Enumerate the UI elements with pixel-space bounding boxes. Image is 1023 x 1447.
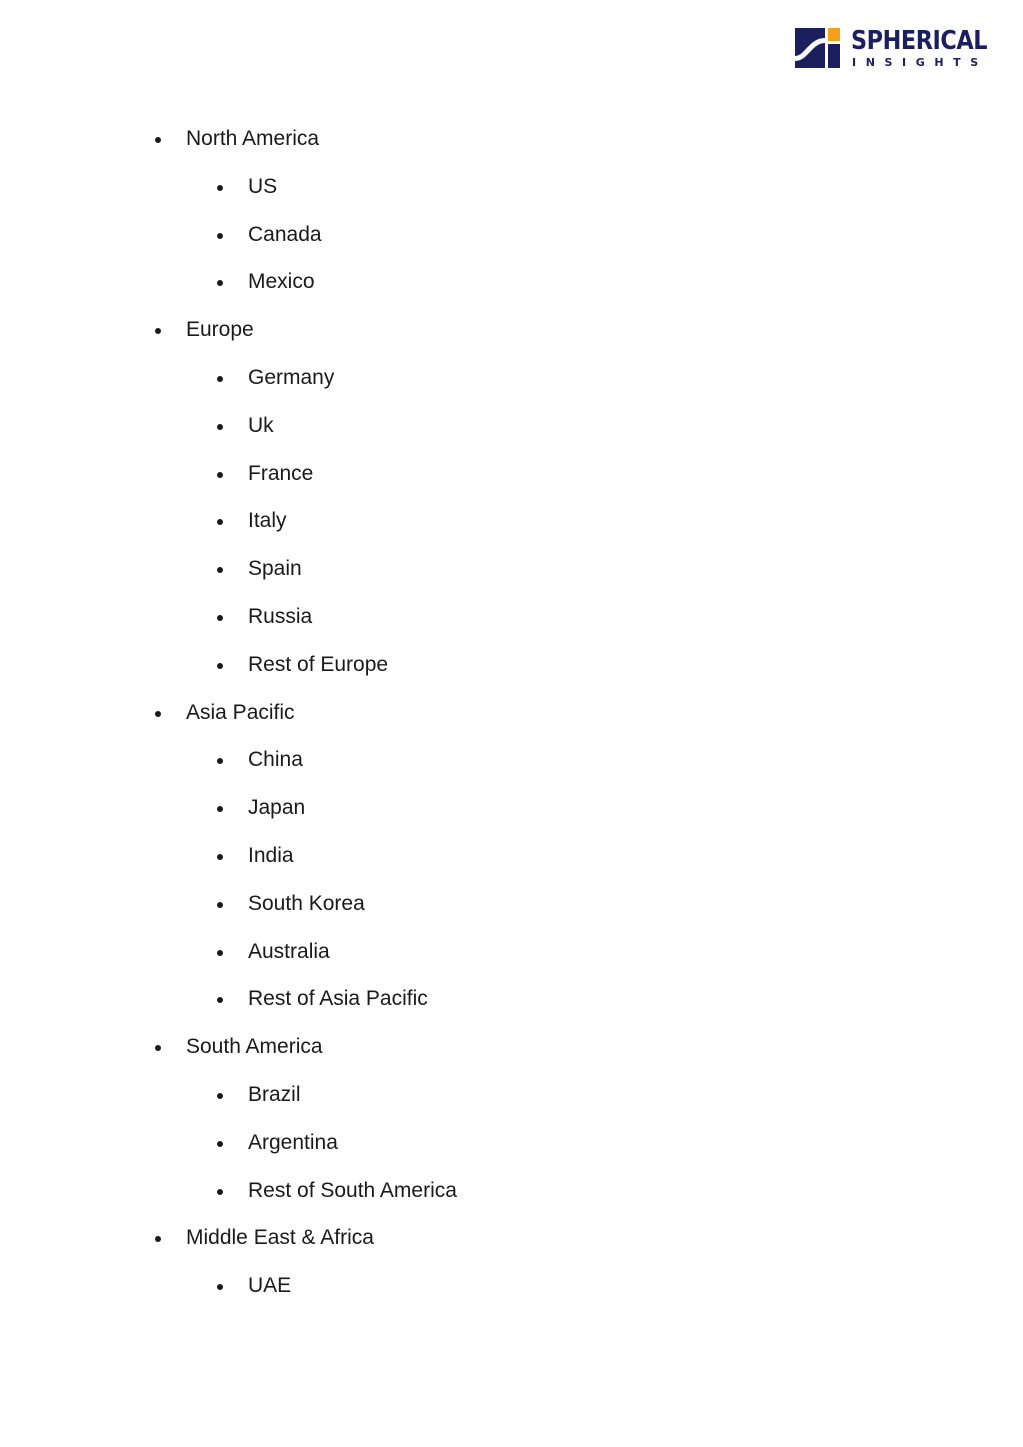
region-label: Asia Pacific bbox=[186, 700, 295, 724]
country-label: China bbox=[248, 748, 303, 772]
logo-wordmark: SPHERICAL bbox=[851, 26, 988, 56]
country-item bbox=[0, 1071, 700, 1119]
bullet-icon bbox=[217, 1093, 223, 1099]
country-item bbox=[0, 1119, 700, 1167]
country-item bbox=[0, 163, 700, 211]
bullet-icon bbox=[155, 137, 161, 143]
bullet-icon bbox=[217, 854, 223, 860]
country-label: Germany bbox=[248, 365, 335, 389]
bullet-icon bbox=[155, 1236, 161, 1242]
logo-subtitle: INSIGHTS bbox=[852, 56, 988, 69]
bullet-icon bbox=[155, 328, 161, 334]
bullet-icon bbox=[217, 806, 223, 812]
bullet-icon bbox=[155, 1045, 161, 1051]
country-label: Rest of Asia Pacific bbox=[248, 987, 428, 1011]
country-label: Rest of South America bbox=[248, 1178, 457, 1202]
region-label: South America bbox=[186, 1035, 323, 1059]
region-label: Europe bbox=[186, 318, 254, 342]
bullet-icon bbox=[217, 233, 223, 239]
country-item bbox=[0, 354, 700, 402]
region-label: Middle East & Africa bbox=[186, 1226, 374, 1250]
country-item bbox=[0, 258, 700, 306]
bullet-icon bbox=[217, 663, 223, 669]
bullet-icon bbox=[217, 567, 223, 573]
country-item bbox=[0, 880, 700, 928]
bullet-icon bbox=[217, 997, 223, 1003]
country-item bbox=[0, 593, 700, 641]
country-item bbox=[0, 211, 700, 259]
country-label: Mexico bbox=[248, 270, 315, 294]
bullet-icon bbox=[217, 615, 223, 621]
bullet-icon bbox=[217, 902, 223, 908]
country-label: France bbox=[248, 461, 314, 485]
country-label: Russia bbox=[248, 604, 313, 628]
bullet-icon bbox=[217, 185, 223, 191]
bullet-icon bbox=[217, 1141, 223, 1147]
bullet-icon bbox=[217, 1189, 223, 1195]
country-item bbox=[0, 1167, 700, 1215]
country-item bbox=[0, 450, 700, 498]
logo-mark-icon bbox=[795, 26, 843, 72]
country-label: Rest of Europe bbox=[248, 652, 389, 676]
country-label: Brazil bbox=[248, 1082, 301, 1106]
country-label: Argentina bbox=[248, 1130, 338, 1154]
country-item bbox=[0, 1262, 700, 1310]
bullet-icon bbox=[217, 472, 223, 478]
bullet-icon bbox=[217, 376, 223, 382]
bullet-icon bbox=[217, 1284, 223, 1290]
region-item bbox=[0, 1214, 700, 1262]
country-label: South Korea bbox=[248, 891, 365, 915]
country-item bbox=[0, 928, 700, 976]
country-item bbox=[0, 545, 700, 593]
country-label: Japan bbox=[248, 796, 306, 820]
bullet-icon bbox=[217, 950, 223, 956]
country-item bbox=[0, 736, 700, 784]
country-label: UAE bbox=[248, 1274, 292, 1298]
country-item bbox=[0, 975, 700, 1023]
country-label: US bbox=[248, 174, 278, 198]
bullet-icon bbox=[217, 758, 223, 764]
bullet-icon bbox=[217, 424, 223, 430]
country-label: Italy bbox=[248, 509, 287, 533]
bullet-icon bbox=[155, 711, 161, 717]
region-item bbox=[0, 115, 700, 163]
country-item bbox=[0, 641, 700, 689]
country-item bbox=[0, 784, 700, 832]
region-item bbox=[0, 306, 700, 354]
country-label: Australia bbox=[248, 939, 330, 963]
spherical-insights-logo bbox=[795, 26, 995, 72]
region-item bbox=[0, 689, 700, 737]
country-label: Uk bbox=[248, 413, 274, 437]
country-item bbox=[0, 497, 700, 545]
region-label: North America bbox=[186, 127, 320, 150]
region-item bbox=[0, 1023, 700, 1071]
bullet-icon bbox=[217, 519, 223, 525]
country-label: Spain bbox=[248, 557, 302, 581]
country-item bbox=[0, 402, 700, 450]
bullet-icon bbox=[217, 280, 223, 286]
country-item bbox=[0, 832, 700, 880]
country-label: India bbox=[248, 843, 294, 867]
region-list bbox=[0, 115, 700, 1310]
country-label: Canada bbox=[248, 222, 322, 246]
